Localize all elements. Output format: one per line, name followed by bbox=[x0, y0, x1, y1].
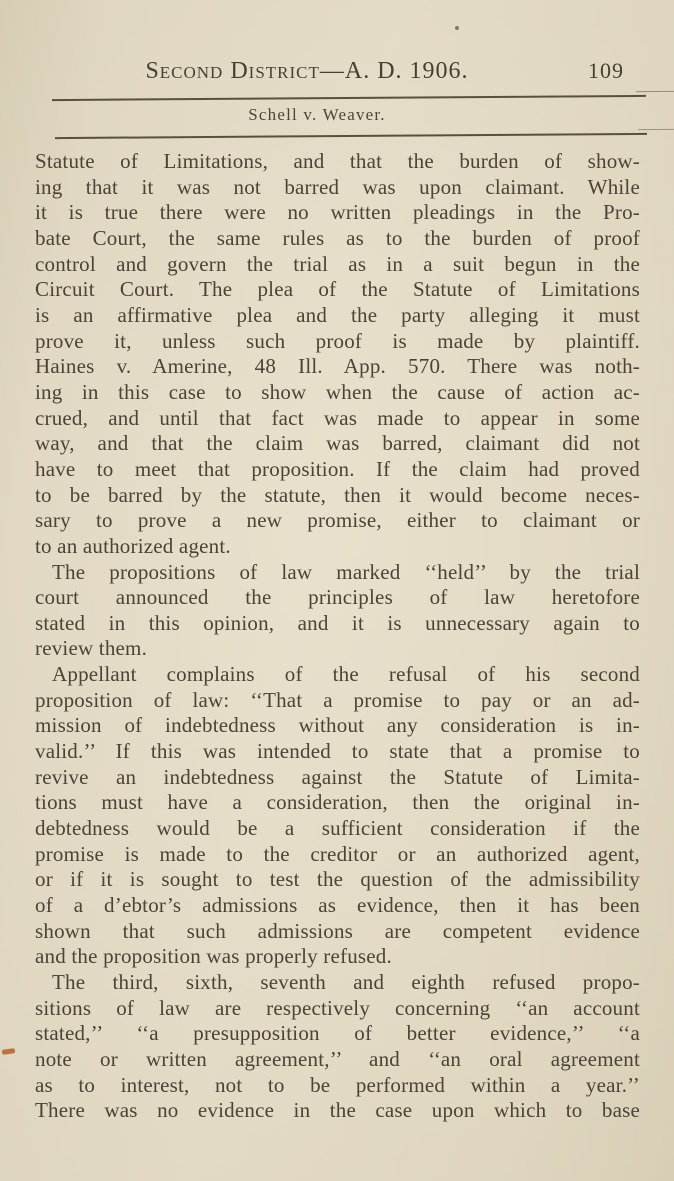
text-line: stated in this opinion, and it is unnecessary again to bbox=[35, 610, 640, 635]
text-line: tions must have a consideration, then the original in- bbox=[35, 790, 640, 815]
page-title: Second District—A. D. 1906. bbox=[145, 58, 469, 84]
text-line: note or written agreement,’’ and ‘‘an oral agreement bbox=[35, 1046, 640, 1071]
header-rule-top-extension bbox=[636, 91, 674, 92]
text-line: court announced the principles of law heretofore bbox=[35, 585, 640, 610]
text-line: valid.’’ If this was intended to state that a promise to bbox=[35, 739, 640, 764]
text-line: Appellant complains of the refusal of his second bbox=[52, 662, 640, 687]
text-line: to be barred by the statute, then it would become neces- bbox=[35, 482, 640, 507]
text-line: or if it is sought to test the question of the admissibility bbox=[35, 867, 640, 892]
text-line: as to interest, not to be performed within a year.’’ bbox=[35, 1072, 640, 1097]
text-line: of a d’ebtor’s admissions as evidence, then it has been bbox=[35, 893, 640, 918]
text-line: shown that such admissions are competent evidence bbox=[35, 918, 640, 943]
body-text bbox=[35, 149, 640, 1124]
text-line: sitions of law are respectively concerning ‘‘an account bbox=[35, 995, 640, 1020]
text-line: ing that it was not barred was upon claimant. While bbox=[35, 174, 640, 199]
text-line: crued, and until that fact was made to appear in some bbox=[35, 405, 640, 430]
text-line: Statute of Limitations, and that the burden of show- bbox=[35, 149, 640, 173]
text-line: and the proposition was properly refused. bbox=[35, 944, 392, 969]
text-line: promise is made to the creditor or an authorized agent, bbox=[35, 841, 640, 866]
running-header bbox=[0, 58, 674, 88]
text-line: have to meet that proposition. If the claim had proved bbox=[35, 456, 640, 481]
header-rule-bottom-extension bbox=[638, 129, 674, 130]
text-line: to an authorized agent. bbox=[35, 533, 231, 558]
small-speck bbox=[455, 26, 459, 30]
text-line: The propositions of law marked ‘‘held’’ by the trial bbox=[52, 559, 640, 584]
text-line: The third, sixth, seventh and eighth refused propo- bbox=[52, 970, 640, 994]
text-line: mission of indebtedness without any consideration is in- bbox=[35, 713, 640, 738]
text-line: stated,’’ ‘‘a presupposition of better evidence,’’ ‘‘a bbox=[35, 1021, 640, 1046]
header-rule-bottom bbox=[55, 133, 647, 139]
text-line: There was no evidence in the case upon which to base bbox=[35, 1098, 640, 1123]
red-ink-mark bbox=[2, 1048, 16, 1055]
text-line: control and govern the trial as in a suit begun in the bbox=[35, 251, 640, 276]
text-line: Circuit Court. The plea of the Statute of Limitations bbox=[35, 277, 640, 302]
page-number: 109 bbox=[588, 58, 624, 83]
text-line: sary to prove a new promise, either to claimant or bbox=[35, 508, 640, 533]
text-line: proposition of law: ‘‘That a promise to pay or an ad- bbox=[35, 687, 640, 712]
text-line: revive an indebtedness against the Statute of Limita- bbox=[35, 764, 640, 789]
text-line: review them. bbox=[35, 636, 148, 661]
text-line: Haines v. Amerine, 48 Ill. App. 570. There was noth- bbox=[35, 354, 640, 379]
text-line: is an affirmative plea and the party alleging it must bbox=[35, 302, 640, 327]
text-line: debtedness would be a sufficient consideration if the bbox=[35, 816, 640, 841]
case-name: Schell v. Weaver. bbox=[248, 105, 386, 124]
text-line: way, and that the claim was barred, claimant did not bbox=[35, 431, 640, 456]
text-line: ing in this case to show when the cause of action ac- bbox=[35, 379, 640, 404]
text-line: bate Court, the same rules as to the burden of proof bbox=[35, 225, 640, 250]
text-line: prove it, unless such proof is made by plaintiff. bbox=[35, 328, 640, 353]
text-line: it is true there were no written pleadings in the Pro- bbox=[35, 200, 640, 225]
header-rule-top bbox=[52, 95, 646, 101]
